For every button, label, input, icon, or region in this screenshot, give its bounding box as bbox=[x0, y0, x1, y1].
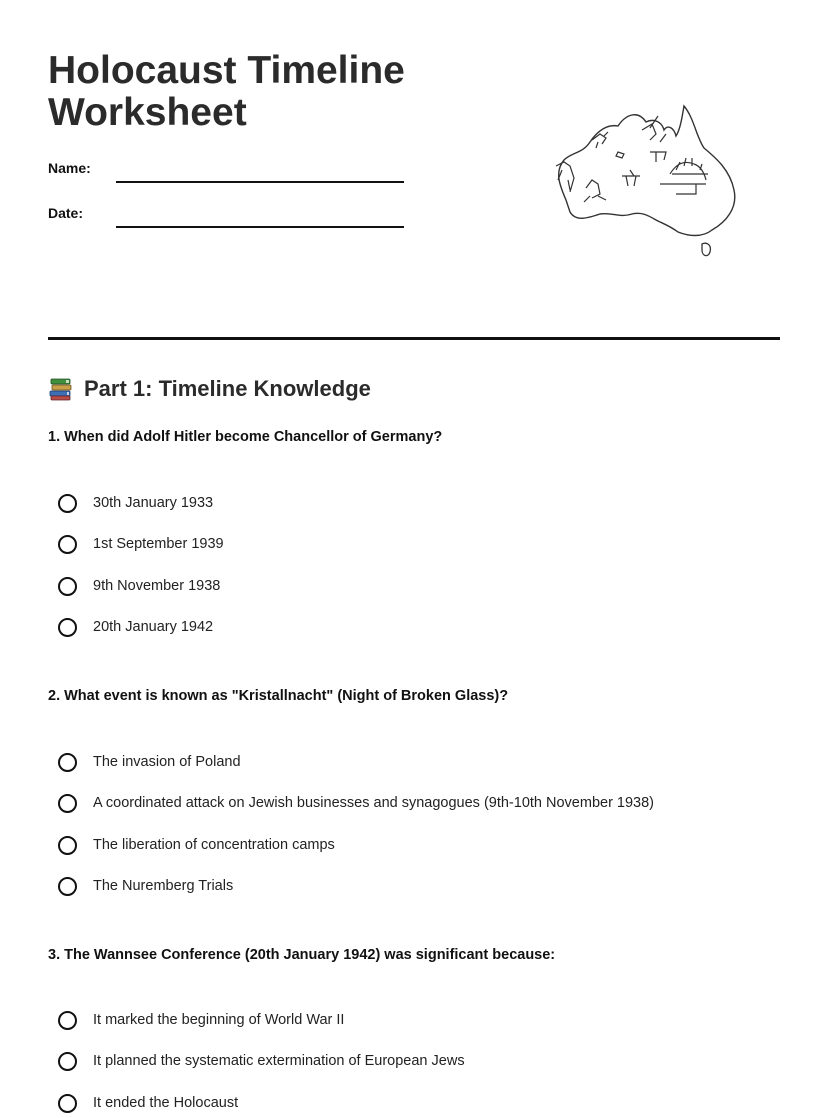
name-field[interactable] bbox=[116, 181, 404, 183]
question-1: 1. When did Adolf Hitler become Chancellor of Germany? bbox=[48, 429, 443, 445]
books-icon bbox=[48, 376, 74, 402]
q3-option-2[interactable] bbox=[58, 1049, 465, 1073]
option-label: The Nuremberg Trials bbox=[93, 878, 234, 894]
option-label: The liberation of concentration camps bbox=[93, 837, 335, 853]
option-label: 1st September 1939 bbox=[93, 536, 224, 552]
q2-option-4[interactable] bbox=[58, 874, 233, 898]
option-label: 9th November 1938 bbox=[93, 578, 221, 594]
australia-map-illustration bbox=[546, 100, 742, 266]
q1-option-2[interactable] bbox=[58, 532, 224, 556]
radio-button[interactable] bbox=[58, 535, 77, 554]
q3-option-3[interactable] bbox=[58, 1091, 238, 1115]
q1-option-3[interactable] bbox=[58, 574, 220, 598]
q2-option-1[interactable] bbox=[58, 750, 241, 774]
option-label: 20th January 1942 bbox=[93, 619, 214, 635]
radio-button[interactable] bbox=[58, 753, 77, 772]
worksheet-title: Holocaust Timeline Worksheet bbox=[48, 49, 405, 134]
radio-button[interactable] bbox=[58, 1011, 77, 1030]
section-divider bbox=[48, 337, 780, 340]
option-label: A coordinated attack on Jewish businesses and synagogues (9th-10th November 1938) bbox=[93, 795, 655, 811]
name-label: Name: bbox=[48, 160, 91, 176]
q2-option-2[interactable] bbox=[58, 791, 654, 815]
date-label: Date: bbox=[48, 205, 84, 221]
part1-title: Part 1: Timeline Knowledge bbox=[84, 376, 371, 401]
q1-option-1[interactable] bbox=[58, 491, 213, 515]
option-label: It marked the beginning of World War II bbox=[93, 1012, 345, 1028]
radio-button[interactable] bbox=[58, 877, 77, 896]
radio-button[interactable] bbox=[58, 836, 77, 855]
radio-button[interactable] bbox=[58, 494, 77, 513]
option-label: 30th January 1933 bbox=[93, 495, 214, 511]
q1-option-4[interactable] bbox=[58, 615, 213, 639]
date-field[interactable] bbox=[116, 226, 404, 228]
radio-button[interactable] bbox=[58, 577, 77, 596]
q3-option-1[interactable] bbox=[58, 1008, 344, 1032]
option-label: It planned the systematic extermination of European Jews bbox=[93, 1053, 465, 1069]
radio-button[interactable] bbox=[58, 794, 77, 813]
option-label: It ended the Holocaust bbox=[93, 1095, 239, 1111]
q2-option-3[interactable] bbox=[58, 833, 335, 857]
question-2: 2. What event is known as "Kristallnacht" (Night of Broken Glass)? bbox=[48, 688, 509, 704]
radio-button[interactable] bbox=[58, 1052, 77, 1071]
part1-heading bbox=[48, 374, 371, 404]
question-3: 3. The Wannsee Conference (20th January 1942) was significant because: bbox=[48, 947, 556, 963]
radio-button[interactable] bbox=[58, 618, 77, 637]
option-label: The invasion of Poland bbox=[93, 754, 241, 770]
radio-button[interactable] bbox=[58, 1094, 77, 1113]
